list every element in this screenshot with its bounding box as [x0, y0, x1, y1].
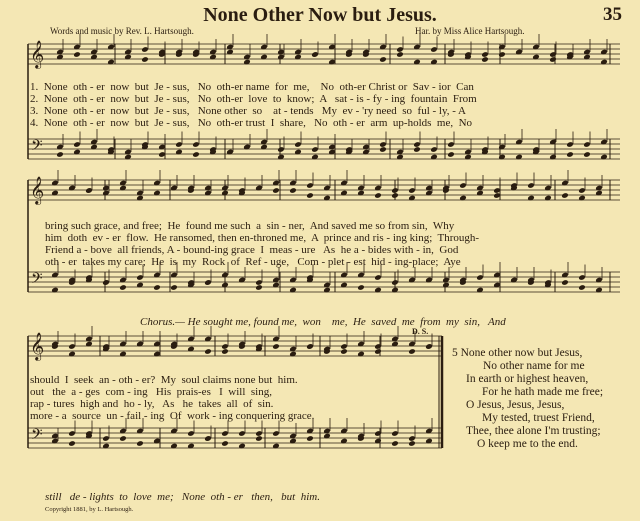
copyright: Copyright 1881, by L. Hartsough. — [45, 506, 134, 513]
bass-note — [578, 284, 586, 291]
bass-clef-icon: 𝄢 — [31, 426, 43, 447]
bass-note — [255, 284, 263, 291]
treble-note — [340, 348, 348, 355]
treble-note — [272, 343, 280, 350]
verse1-line2: bring such grace, and free; He found me such a sin - ner, And saved me so from sin, Why — [45, 220, 455, 232]
treble-note — [204, 348, 212, 355]
verse5-line: O Jesus, Jesus, Jesus, — [466, 399, 565, 411]
bass-note — [447, 151, 455, 158]
bass-note — [583, 151, 591, 158]
treble-clef-icon: 𝄞 — [30, 40, 45, 68]
bass-clef-icon: 𝄢 — [31, 137, 43, 158]
bass-note — [153, 284, 161, 291]
treble-note — [391, 192, 399, 199]
treble-clef-icon: 𝄞 — [30, 176, 45, 204]
treble-note — [272, 187, 280, 194]
verse5-line: Thee, thee alone I'm trusting; — [466, 425, 601, 437]
verse3-line1: 3. None oth - er now but Je - sus, None other so at - tends My ev - 'ry need so ful - ly, - A — [30, 105, 466, 117]
bass-note — [413, 146, 421, 153]
treble-note — [374, 348, 382, 355]
ds-mark: D. S. — [412, 327, 429, 336]
bass-note — [357, 284, 365, 291]
bass-note — [306, 435, 314, 442]
treble-note — [221, 348, 229, 355]
bass-note — [56, 151, 64, 158]
bass-note — [170, 284, 178, 291]
treble-note — [481, 56, 489, 63]
verse5-line: My tested, truest Friend, — [482, 412, 595, 424]
verse5-line: For he hath made me free; — [482, 386, 604, 398]
treble-note — [374, 192, 382, 199]
page-number: 35 — [603, 4, 622, 25]
treble-note — [379, 56, 387, 63]
verse1-line3: should I seek an - oth - er? My soul claims none but him. — [30, 374, 298, 386]
verse2-line1: 2. None oth - er now but Je - sus, No oth-er love to know; A sat - is - fy - ing fountain From — [30, 93, 477, 105]
treble-note — [408, 348, 416, 355]
treble-clef-icon: 𝄞 — [30, 332, 45, 360]
verse2-line2: him doth ev - er flow. He ransomed, then en-throned me, A prince and ris - ing king; Through- — [45, 232, 480, 244]
verse4-line2: oth - er takes my care; He is my Rock of Ref - uge, Com - plet - est hid - ing-place; Aye — [45, 256, 461, 268]
bass-note — [192, 151, 200, 158]
verse3-line3: rap - tures high and ho - ly, As he takes all of sin. — [30, 398, 274, 410]
bass-note — [136, 440, 144, 447]
bass-clef-icon: 𝄢 — [31, 270, 43, 291]
treble-note — [396, 51, 404, 58]
verse5-line: In earth or highest heaven, — [466, 373, 589, 385]
verse4-line3: more - a source un - fail - ing Of work - ing conquering grace. — [30, 410, 315, 422]
bass-note — [391, 440, 399, 447]
verse5-line: No other name for me — [483, 360, 585, 372]
bass-note — [408, 440, 416, 447]
bass-note — [119, 435, 127, 442]
treble-note — [289, 187, 297, 194]
bass-note — [119, 284, 127, 291]
harmony-credit: Har. by Miss Alice Hartsough. — [415, 26, 525, 36]
chorus-line: Chorus.— He sought me, found me, won me, He saved me from my sin, And — [140, 316, 506, 328]
verse5-line: 5 None other now but Jesus, — [452, 347, 583, 359]
verse5-line: O keep me to the end. — [477, 438, 578, 450]
treble-note — [498, 51, 506, 58]
bass-note — [561, 279, 569, 286]
bass-note — [68, 440, 76, 447]
verse2-line3: out the a - ges com - ing His prais-es I will sing, — [30, 386, 272, 398]
verse3-line2: Friend a - bove all friends, A - bound-ing grace I meas - ure As he a - bides with - in, God — [45, 244, 459, 256]
bass-note — [255, 435, 263, 442]
hymn-title: None Other Now but Jesus. — [203, 4, 437, 26]
treble-note — [73, 51, 81, 58]
chorus-bottom-line: still de - lights to love me; None oth - er then, but him. — [45, 491, 320, 503]
bass-note — [379, 146, 387, 153]
treble-note — [549, 56, 557, 63]
words-credit: Words and music by Rev. L. Hartsough. — [50, 26, 194, 36]
treble-note — [306, 192, 314, 199]
verse4-line1: 4. None oth - er now but Je - sus, No oth-er trust I share, No oth - er arm up-holds me, No — [30, 117, 473, 129]
treble-note — [141, 56, 149, 63]
bass-note — [566, 151, 574, 158]
bass-note — [221, 440, 229, 447]
treble-note — [561, 192, 569, 199]
verse1-line1: 1. None oth - er now but Je - sus, No oth-er name for me, No oth-er Christ or Sav - ior Can — [30, 81, 474, 93]
